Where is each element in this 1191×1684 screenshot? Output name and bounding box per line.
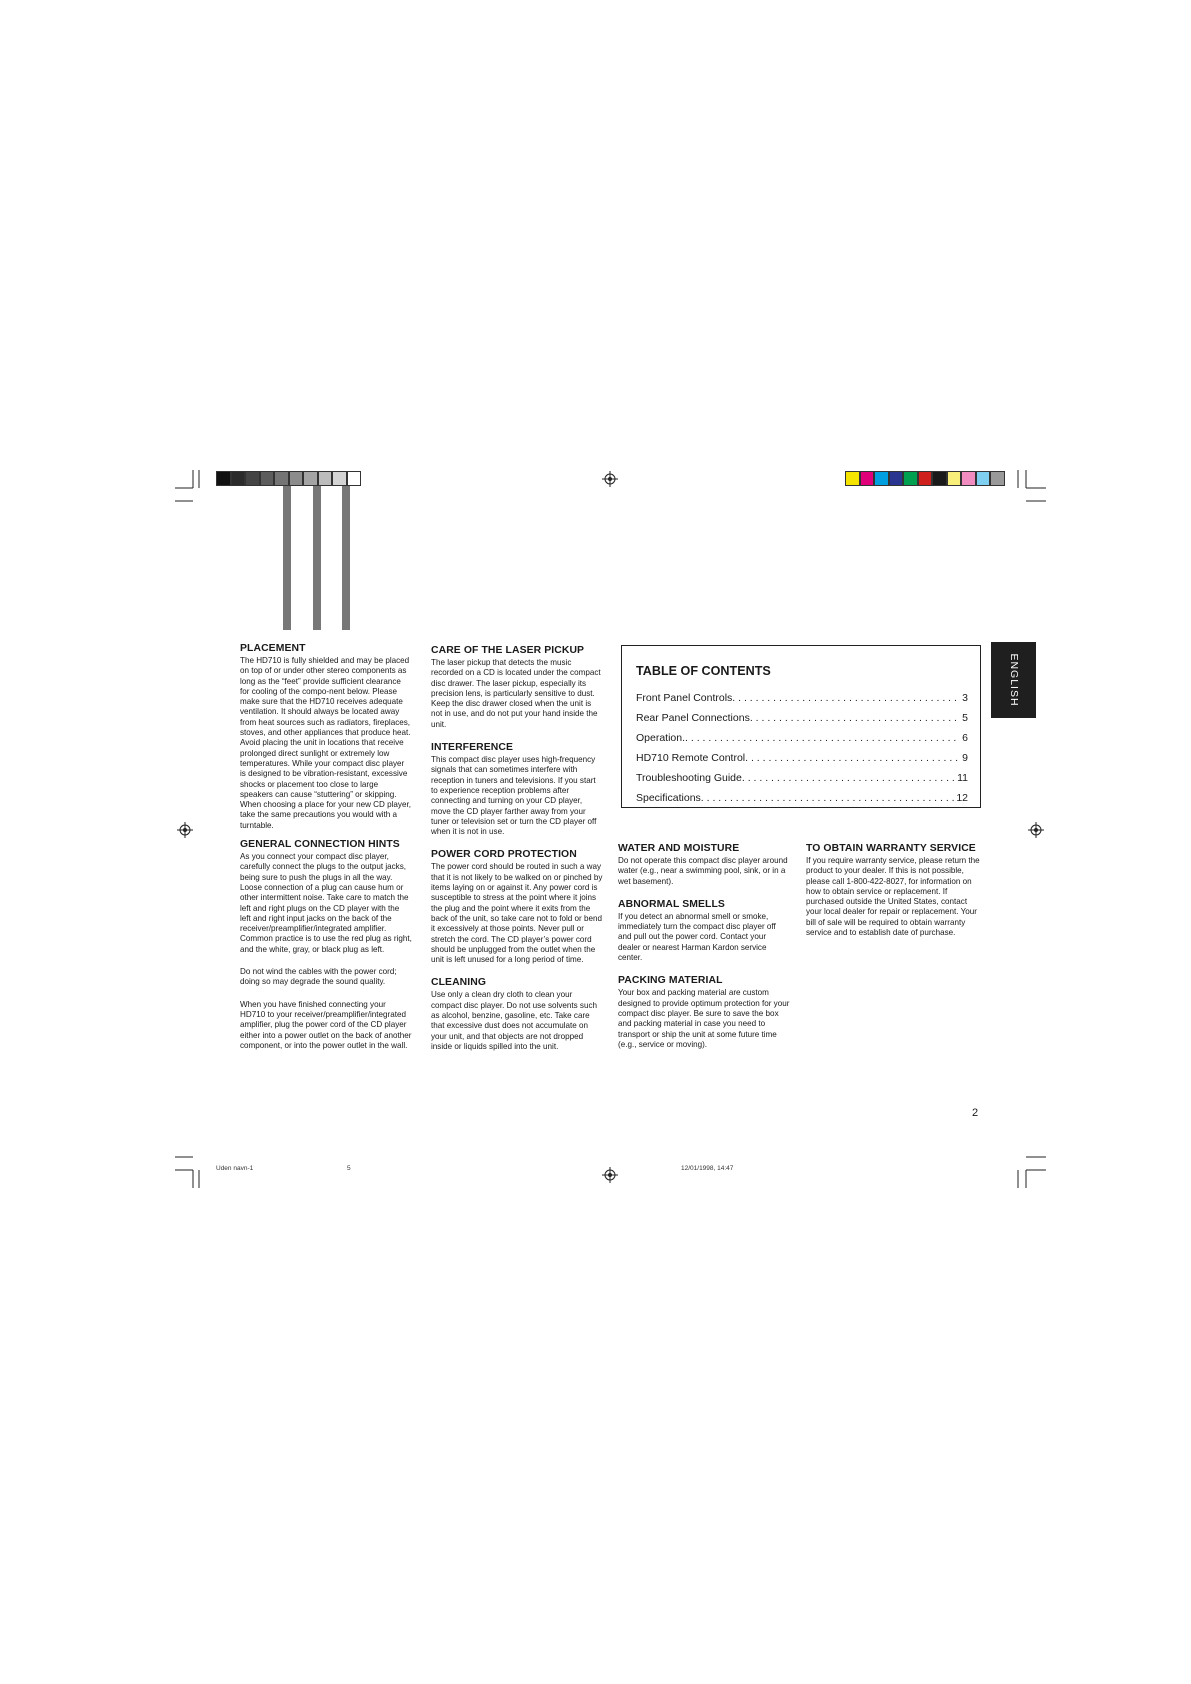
toc-entry-label: Specifications xyxy=(636,792,701,804)
toc-entry-page: 9 xyxy=(962,752,968,764)
toc-title: TABLE OF CONTENTS xyxy=(636,664,771,678)
registration-target-bottom xyxy=(602,1167,618,1183)
warranty-heading: TO OBTAIN WARRANTY SERVICE xyxy=(806,843,976,854)
color-swatch xyxy=(889,471,904,486)
toc-entry[interactable] xyxy=(636,728,968,748)
toc-entry-label: Operation. xyxy=(636,732,686,744)
color-swatch xyxy=(303,471,318,486)
color-swatch xyxy=(990,471,1005,486)
footer-sheet-number: 5 xyxy=(347,1165,351,1172)
column-3 xyxy=(618,843,790,1062)
power-cord-section xyxy=(431,849,603,965)
color-swatch xyxy=(231,471,246,486)
toc-entry-label: Rear Panel Connections xyxy=(636,712,750,724)
toc-entry[interactable] xyxy=(636,708,968,728)
placement-heading: PLACEMENT xyxy=(240,643,306,654)
language-tab xyxy=(991,642,1036,718)
toc-entry[interactable] xyxy=(636,788,968,808)
toc-leader-dots xyxy=(750,708,960,728)
placement-body: The HD710 is fully shielded and may be placed on top of or under other stereo components as long as the “feet” provide sufficient clearance for cooling of the compo-nent below. Please make sure that the HD710 receives adequate ventilation. It should always be located away from heat sources such as radiators, fireplaces, stoves, and other appliances that produce heat. Avoid placing the unit in locations that receive prolonged direct sunlight or extremely low temperatures. While your compact disc player is designed to be vibration-resistant, excessive shocks or placement too close to large speakers can cause “stuttering” or skipping. When choosing a place for your new CD player, take the same precautions you would with a turntable. xyxy=(240,656,411,830)
registration-target-left xyxy=(177,822,193,838)
color-swatch xyxy=(903,471,918,486)
toc-entry-page: 3 xyxy=(962,692,968,704)
general-connection-section xyxy=(240,839,412,1051)
toc-entry-label: HD710 Remote Control xyxy=(636,752,746,764)
color-swatch xyxy=(318,471,333,486)
water-section xyxy=(618,843,790,887)
toc-entry-page: 6 xyxy=(962,732,968,744)
warranty-body: If you require warranty service, please return the product to your dealer. If this is not possible, please call 1-800-422-8027, for information on how to obtain service or replacement. If purchased outside the United States, contact your local dealer for repair or replacement. Your bill of sale will be required to obtain warranty service and to establish date of purchase. xyxy=(806,856,980,938)
column-2 xyxy=(431,645,603,1064)
footer-file-name: Uden navn-1 xyxy=(216,1165,254,1172)
toc-entry[interactable] xyxy=(636,688,968,708)
toc-entry[interactable] xyxy=(636,768,968,788)
water-body: Do not operate this compact disc player around water (e.g., near a swimming pool, sink, or in a wet basement). xyxy=(618,856,788,886)
column-4 xyxy=(806,843,981,950)
gray-bar xyxy=(313,486,321,630)
registration-target-top xyxy=(602,471,618,487)
interference-section xyxy=(431,742,603,837)
color-swatch xyxy=(947,471,962,486)
column-1 xyxy=(240,643,412,1063)
packing-body: Your box and packing material are custom designed to provide optimum protection for your compact disc player. Be sure to save the box and packing material in case you need to transport or ship the unit at some future time (e.g., service or moving). xyxy=(618,988,790,1049)
placement-section xyxy=(240,643,412,831)
color-swatch xyxy=(245,471,260,486)
interference-heading: INTERFERENCE xyxy=(431,742,514,754)
smells-heading: ABNORMAL SMELLS xyxy=(618,898,725,910)
toc-entry-page: 12 xyxy=(956,792,968,804)
laser-pickup-section xyxy=(431,645,603,730)
color-swatch xyxy=(918,471,933,486)
toc-leader-dots xyxy=(685,728,960,748)
toc-entry-page: 11 xyxy=(957,772,968,784)
color-swatch xyxy=(274,471,289,486)
color-swatch xyxy=(961,471,976,486)
color-swatch xyxy=(260,471,275,486)
laser-pickup-body: The laser pickup that detects the music recorded on a CD is located under the compact disc drawer. The laser pickup, especially its precision lens, is particularly sensitive to dust. Keep the disc drawer closed when the unit is not in use, and do not put your hand inside the unit. xyxy=(431,658,601,729)
toc-leader-dots xyxy=(701,788,955,808)
general-connection-heading: GENERAL CONNECTION HINTS xyxy=(240,839,400,851)
table-of-contents xyxy=(621,645,981,808)
cleaning-body: Use only a clean dry cloth to clean your compact disc player. Do not use solvents such as alcohol, benzine, gasoline, etc. Take care that excessive dust does not accumulate on your unit, and that objects are not dropped inside or liquids spilled into the unit. xyxy=(431,990,598,1051)
general-connection-para1: As you connect your compact disc player, carefully connect the plugs to the output jacks, being sure to push the plugs in all the way. Loose connection of a plug can cause hum or other intermittent noise. Take care to match the left and right plugs on the CD player with the left and right input jacks on the back of the receiver/preamplifier/integrated amplifier. Common practice is to use the red plug as right, and the white, gray, or black plug as left. xyxy=(240,852,412,954)
gray-bar xyxy=(283,486,291,630)
footer-timestamp: 12/01/1998, 14:47 xyxy=(681,1165,734,1172)
toc-list xyxy=(636,688,968,808)
toc-entry-label: Troubleshooting Guide xyxy=(636,772,742,784)
color-swatch xyxy=(289,471,304,486)
toc-leader-dots xyxy=(742,768,955,788)
toc-entry-page: 5 xyxy=(962,712,968,724)
page-number: 2 xyxy=(972,1107,979,1119)
registration-target-right xyxy=(1028,822,1044,838)
color-swatch xyxy=(860,471,875,486)
laser-pickup-heading: CARE OF THE LASER PICKUP xyxy=(431,645,585,656)
cleaning-section xyxy=(431,977,603,1052)
color-swatch xyxy=(347,471,362,486)
power-cord-heading: POWER CORD PROTECTION xyxy=(431,849,577,861)
toc-leader-dots xyxy=(745,748,960,768)
toc-entry-label: Front Panel Controls xyxy=(636,692,733,704)
packing-heading: PACKING MATERIAL xyxy=(618,975,723,987)
general-connection-para2: Do not wind the cables with the power cord; doing so may degrade the sound quality. xyxy=(240,967,397,987)
warranty-section xyxy=(806,843,981,938)
smells-section xyxy=(618,899,790,963)
cleaning-heading: CLEANING xyxy=(431,977,487,989)
power-cord-body: The power cord should be routed in such a way that it is not likely to be walked on or pinched by items laying on or against it. Any power cord is susceptible to stress at the point where it joins the plug and the point where it exits from the back of the unit, so take care not to fold or bend it excessively at those points. Never pull or stretch the cord. The CD player’s power cord should be unplugged from the outlet when the unit is left unused for a long period of time. xyxy=(431,862,603,965)
color-swatch xyxy=(976,471,991,486)
general-connection-para3: When you have finished connecting your HD710 to your receiver/preamplifier/integrated amplifier, plug the power cord of the CD player either into a power outlet on the back of another component, or into the power outlet in the wall. xyxy=(240,999,412,1050)
toc-leader-dots xyxy=(732,688,960,708)
color-swatch xyxy=(216,471,231,486)
smells-body: If you detect an abnormal smell or smoke, immediately turn the compact disc player off and pull out the power cord. Contact your dealer or nearest Harman Kardon service center. xyxy=(618,911,776,963)
gray-bar xyxy=(342,486,350,630)
water-heading: WATER AND MOISTURE xyxy=(618,843,740,854)
interference-body: This compact disc player uses high-frequency signals that can sometimes interfere with reception in tuners and televisions. If you start to experience reception problems after connecting and turning on your CD player, move the CD player farther away from your tuner or television set or turn the CD player off when it is not in use. xyxy=(431,755,597,837)
color-swatch xyxy=(332,471,347,486)
color-swatch xyxy=(932,471,947,486)
language-tab-label: ENGLISH xyxy=(1007,653,1020,707)
color-swatch xyxy=(845,471,860,486)
color-swatch xyxy=(874,471,889,486)
packing-section xyxy=(618,975,790,1050)
toc-entry[interactable] xyxy=(636,748,968,768)
